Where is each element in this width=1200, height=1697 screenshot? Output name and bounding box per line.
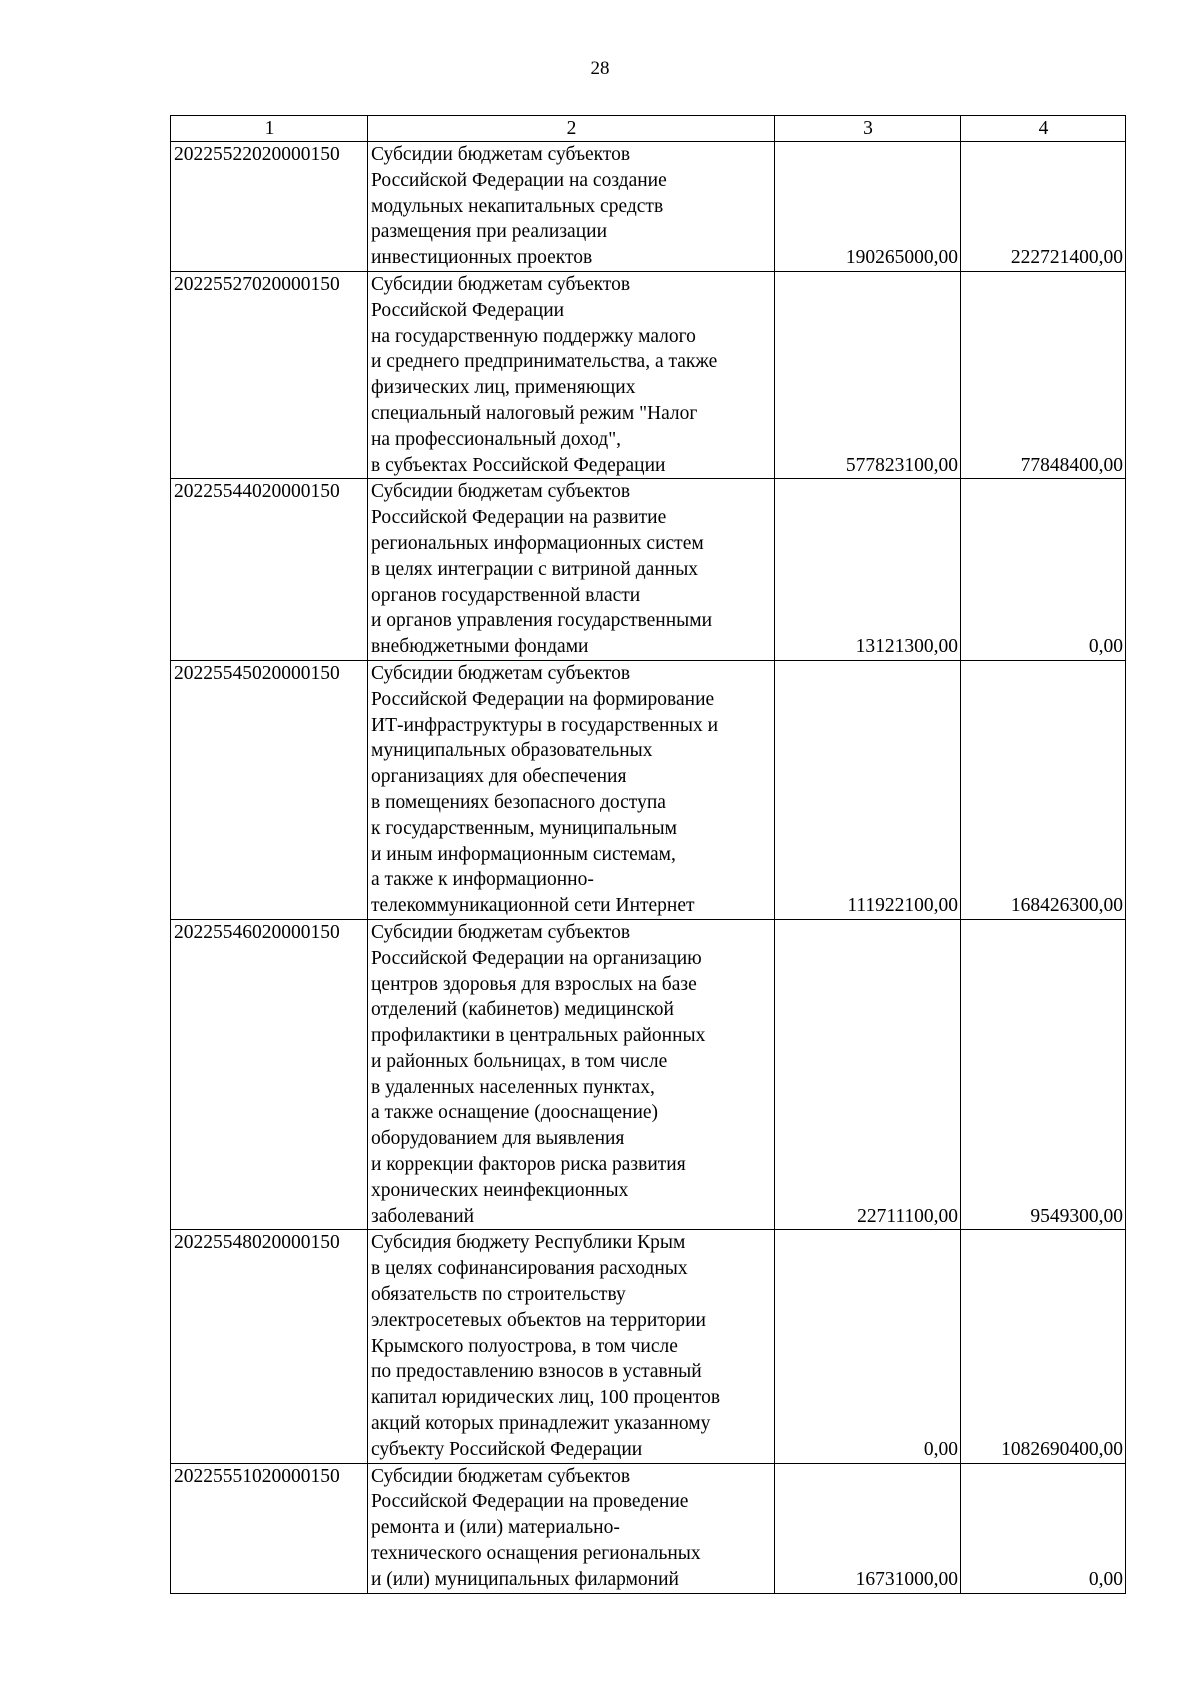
budget-code: 20225522020000150: [171, 142, 368, 272]
budget-code: 20225548020000150: [171, 1230, 368, 1463]
item-description: Субсидии бюджетам субъектов Российской Федерации на организацию центров здоровья для взрослых на базе отделений (кабинетов) медицинской профилактики в центральных районных и районных больницах, в том числе в удаленных населенных пунктах, а также оснащение (дооснащение) оборудованием для выявления и коррекции факторов риска развития хронических неинфекционных заболеваний: [368, 919, 775, 1230]
item-description: Субсидии бюджетам субъектов Российской Федерации на государственную поддержку малого и среднего предпринимательства, а также физических лиц, применяющих специальный налоговый режим "Налог на профессиональный доход", в субъектах Российской Федерации: [368, 271, 775, 478]
item-description: Субсидии бюджетам субъектов Российской Федерации на проведение ремонта и (или) материально- технического оснащения региональных и (или) муниципальных филармоний: [368, 1463, 775, 1593]
amount-column-4: 168426300,00: [961, 660, 1126, 919]
budget-code: 20225527020000150: [171, 271, 368, 478]
amount-column-3: 0,00: [775, 1230, 961, 1463]
budget-code: 20225551020000150: [171, 1463, 368, 1593]
table-row: [171, 1230, 1126, 1463]
item-description: Субсидии бюджетам субъектов Российской Федерации на создание модульных некапитальных средств размещения при реализации инвестиционных проектов: [368, 142, 775, 272]
amount-column-3: 577823100,00: [775, 271, 961, 478]
budget-code: 20225546020000150: [171, 919, 368, 1230]
amount-column-4: 222721400,00: [961, 142, 1126, 272]
item-description: Субсидия бюджету Республики Крым в целях софинансирования расходных обязательств по строительству электросетевых объектов на территории Крымского полуострова, в том числе по предоставлению взносов в уставный капитал юридических лиц, 100 процентов акций которых принадлежит указанному субъекту Российской Федерации: [368, 1230, 775, 1463]
amount-column-3: 190265000,00: [775, 142, 961, 272]
amount-column-4: 1082690400,00: [961, 1230, 1126, 1463]
amount-column-3: 16731000,00: [775, 1463, 961, 1593]
header-row: [171, 116, 1126, 142]
budget-code: 20225545020000150: [171, 660, 368, 919]
amount-column-4: 0,00: [961, 479, 1126, 661]
table-row: [171, 479, 1126, 661]
column-header-4: 4: [961, 116, 1126, 142]
table-row: [171, 919, 1126, 1230]
column-header-2: 2: [368, 116, 775, 142]
amount-column-3: 22711100,00: [775, 919, 961, 1230]
table-body: [171, 142, 1126, 1594]
amount-column-3: 111922100,00: [775, 660, 961, 919]
budget-code: 20225544020000150: [171, 479, 368, 661]
amount-column-4: 9549300,00: [961, 919, 1126, 1230]
table-header: [171, 116, 1126, 142]
budget-table: [170, 115, 1126, 1594]
amount-column-3: 13121300,00: [775, 479, 961, 661]
column-header-3: 3: [775, 116, 961, 142]
item-description: Субсидии бюджетам субъектов Российской Федерации на развитие региональных информационных систем в целях интеграции с витриной данных органов государственной власти и органов управления государственными внебюджетными фондами: [368, 479, 775, 661]
table-row: [171, 1463, 1126, 1593]
table-row: [171, 660, 1126, 919]
table-row: [171, 142, 1126, 272]
amount-column-4: 0,00: [961, 1463, 1126, 1593]
column-header-1: 1: [171, 116, 368, 142]
item-description: Субсидии бюджетам субъектов Российской Федерации на формирование ИТ-инфраструктуры в государственных и муниципальных образовательных организациях для обеспечения в помещениях безопасного доступа к государственным, муниципальным и иным информационным системам, а также к информационно- телекоммуникационной сети Интернет: [368, 660, 775, 919]
amount-column-4: 77848400,00: [961, 271, 1126, 478]
table-row: [171, 271, 1126, 478]
page-number: 28: [590, 58, 610, 79]
